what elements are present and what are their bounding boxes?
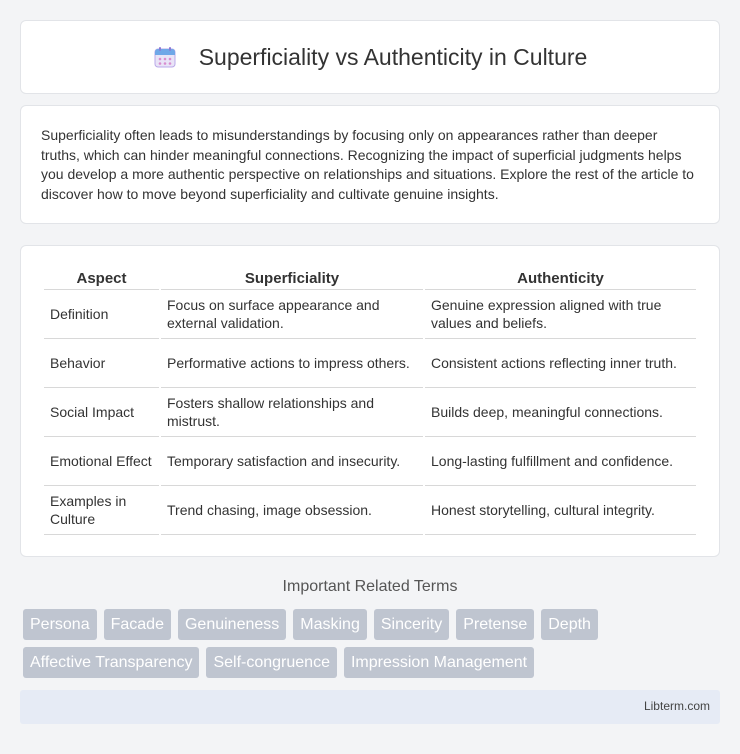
- related-terms-tags: [23, 609, 723, 678]
- row-aspect: Examples in Culture: [44, 486, 159, 535]
- row-authenticity: Consistent actions reflecting inner truth.: [425, 339, 696, 388]
- table-row: [44, 339, 696, 388]
- tag-pretense[interactable]: Pretense: [456, 609, 534, 640]
- intro-card: [20, 105, 720, 224]
- table-row: [44, 388, 696, 437]
- row-superficiality: Temporary satisfaction and insecurity.: [161, 437, 423, 486]
- tag-self-congruence[interactable]: Self-congruence: [206, 647, 337, 678]
- table-row: [44, 486, 696, 535]
- comparison-table: [42, 266, 698, 535]
- page-title: Superficiality vs Authenticity in Culture: [198, 43, 588, 70]
- row-superficiality: Focus on surface appearance and external validation.: [161, 290, 423, 339]
- row-aspect: Behavior: [44, 339, 159, 388]
- row-aspect: Social Impact: [44, 388, 159, 437]
- footer-site-link[interactable]: Libterm.com: [643, 699, 710, 713]
- tag-masking[interactable]: Masking: [293, 609, 367, 640]
- calendar-icon: [153, 45, 177, 69]
- tag-affective-transparency[interactable]: Affective Transparency: [23, 647, 199, 678]
- header-authenticity: Authenticity: [425, 266, 696, 290]
- related-terms-title: Important Related Terms: [282, 578, 458, 595]
- row-aspect: Definition: [44, 290, 159, 339]
- row-authenticity: Genuine expression aligned with true values and beliefs.: [425, 290, 696, 339]
- row-superficiality: Fosters shallow relationships and mistrust.: [161, 388, 423, 437]
- row-authenticity: Builds deep, meaningful connections.: [425, 388, 696, 437]
- tag-impression-management[interactable]: Impression Management: [344, 647, 534, 678]
- table-row: [44, 290, 696, 339]
- header-superficiality: Superficiality: [161, 266, 423, 290]
- table-row: [44, 437, 696, 486]
- row-superficiality: Performative actions to impress others.: [161, 339, 423, 388]
- row-authenticity: Long-lasting fulfillment and confidence.: [425, 437, 696, 486]
- tag-facade[interactable]: Facade: [104, 609, 171, 640]
- row-superficiality: Trend chasing, image obsession.: [161, 486, 423, 535]
- tag-sincerity[interactable]: Sincerity: [374, 609, 449, 640]
- footer: [20, 690, 720, 724]
- row-authenticity: Honest storytelling, cultural integrity.: [425, 486, 696, 535]
- tag-depth[interactable]: Depth: [541, 609, 598, 640]
- table-header-row: [44, 266, 696, 290]
- intro-text: Superficiality often leads to misunderstandings by focusing only on appearances rather than deeper truths, which can hinder meaningful connections. Recognizing the impact of superficial judgments helps you develop a more authentic perspective on relationships and situations. Explore the rest of the article to discover how to move beyond superficiality and cultivate genuine insights.: [41, 127, 694, 202]
- tag-genuineness[interactable]: Genuineness: [178, 609, 286, 640]
- header-card: [20, 20, 720, 94]
- tag-persona[interactable]: Persona: [23, 609, 97, 640]
- header-aspect: Aspect: [44, 266, 159, 290]
- comparison-card: [20, 245, 720, 557]
- row-aspect: Emotional Effect: [44, 437, 159, 486]
